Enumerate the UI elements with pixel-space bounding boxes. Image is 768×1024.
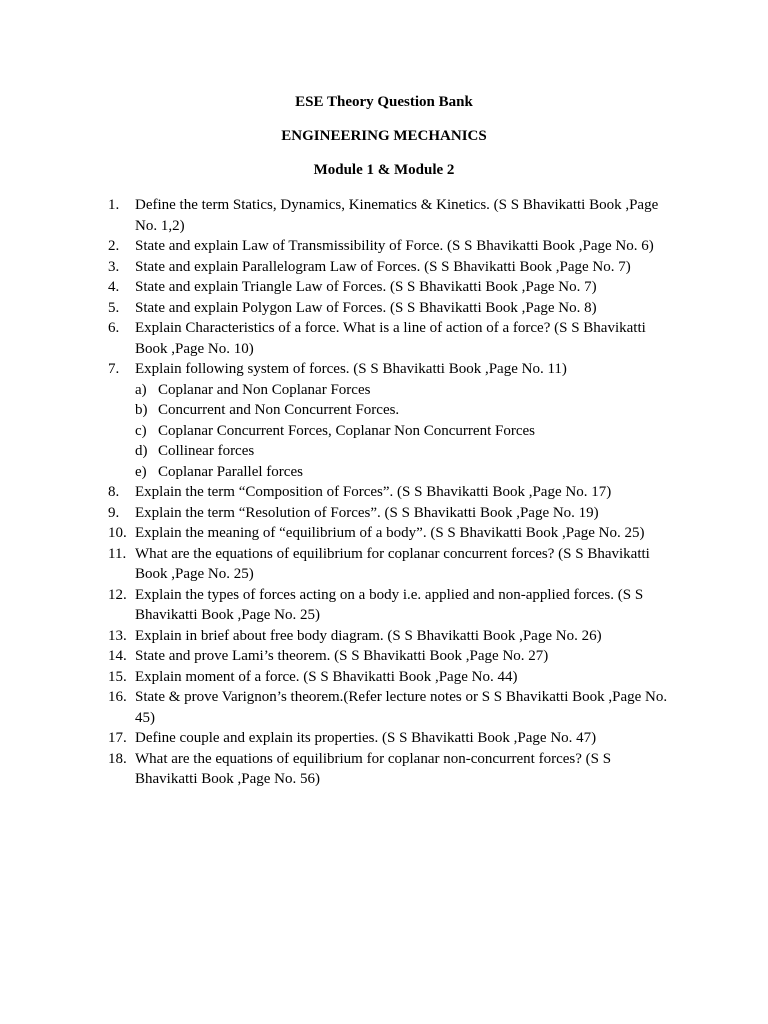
question-text: State and prove Lami’s theorem. (S S Bhavikatti Book ,Page No. 27) (135, 648, 549, 664)
sub-item-e (108, 462, 668, 483)
question-text: State and explain Parallelogram Law of Forces. (S S Bhavikatti Book ,Page No. 7) (135, 258, 631, 275)
question-text: State & prove Varignon’s theorem.(Refer lecture notes or S S Bhavikatti Book ,Page No. 45) (135, 689, 668, 726)
question-6 (108, 318, 668, 359)
sub-item-letter: e) (135, 463, 147, 480)
question-number: 9. (108, 504, 120, 521)
question-1 (108, 195, 668, 236)
question-text: State and explain Polygon Law of Forces. (S S Bhavikatti Book ,Page No. 8) (135, 299, 597, 316)
question-5 (108, 298, 668, 319)
sub-item-letter: b) (135, 402, 148, 418)
question-8 (108, 482, 668, 503)
module-title: Module 1 & Module 2 (313, 162, 455, 178)
sub-item-b (108, 400, 668, 421)
question-number: 10. (108, 525, 127, 541)
sub-item-letter: c) (135, 422, 147, 439)
question-text: Explain the types of forces acting on a body i.e. applied and non-applied forces. (S S Bhavikatti Book ,Page No. 25) (135, 586, 644, 623)
question-number: 17. (108, 730, 127, 746)
question-13 (108, 626, 668, 647)
question-text: State and explain Triangle Law of Forces. (S S Bhavikatti Book ,Page No. 7) (135, 279, 597, 295)
question-16 (108, 687, 668, 728)
question-number: 18. (108, 750, 127, 767)
question-7 (108, 359, 668, 380)
question-number: 11. (108, 545, 127, 562)
question-number: 15. (108, 668, 127, 685)
question-number: 7. (108, 361, 120, 377)
question-4 (108, 277, 668, 298)
question-15 (108, 667, 668, 688)
question-text: Define couple and explain its properties. (S S Bhavikatti Book ,Page No. 47) (135, 730, 597, 746)
sub-item-text: Coplanar Concurrent Forces, Coplanar Non Concurrent Forces (158, 422, 535, 439)
question-text: Explain in brief about free body diagram. (S S Bhavikatti Book ,Page No. 26) (135, 627, 602, 644)
question-text: Explain moment of a force. (S S Bhavikatti Book ,Page No. 44) (135, 668, 518, 685)
question-2 (108, 236, 668, 257)
question-12 (108, 585, 668, 626)
question-number: 5. (108, 299, 120, 316)
question-17 (108, 728, 668, 749)
sub-item-a (108, 380, 668, 401)
question-text: State and explain Law of Transmissibility of Force. (S S Bhavikatti Book ,Page No. 6) (135, 238, 654, 254)
question-9 (108, 503, 668, 524)
sub-item-d (108, 441, 668, 462)
question-text: Explain the term “Composition of Forces”. (S S Bhavikatti Book ,Page No. 17) (135, 484, 612, 500)
question-10 (108, 523, 668, 544)
sub-item-c (108, 421, 668, 442)
question-number: 1. (108, 197, 120, 213)
question-number: 14. (108, 648, 127, 664)
question-number: 3. (108, 258, 120, 275)
sub-item-text: Coplanar Parallel forces (158, 463, 303, 480)
question-number: 8. (108, 484, 120, 500)
question-text: What are the equations of equilibrium for coplanar concurrent forces? (S S Bhavikatti Book ,Page No. 25) (135, 545, 650, 582)
question-number: 4. (108, 279, 120, 295)
question-text: What are the equations of equilibrium for coplanar non-concurrent forces? (S S Bhavikatti Book ,Page No. 56) (135, 750, 612, 787)
question-14 (108, 646, 668, 667)
question-number: 13. (108, 627, 127, 644)
question-number: 6. (108, 320, 120, 336)
sub-item-text: Coplanar and Non Coplanar Forces (158, 381, 371, 398)
question-3 (108, 257, 668, 278)
question-number: 12. (108, 586, 127, 603)
question-text: Explain the term “Resolution of Forces”. (S S Bhavikatti Book ,Page No. 19) (135, 504, 599, 521)
question-18 (108, 749, 668, 790)
question-text: Explain the meaning of “equilibrium of a body”. (S S Bhavikatti Book ,Page No. 25) (135, 525, 645, 541)
sub-item-letter: a) (135, 381, 147, 398)
question-text: Explain Characteristics of a force. What is a line of action of a force? (S S Bhavikatti Book ,Page No. 10) (135, 320, 646, 357)
document-title: ESE Theory Question Bank (295, 94, 473, 110)
question-text: Define the term Statics, Dynamics, Kinematics & Kinetics. (S S Bhavikatti Book ,Page No. 1,2) (135, 197, 659, 234)
question-text: Explain following system of forces. (S S Bhavikatti Book ,Page No. 11) (135, 361, 567, 377)
sub-item-text: Collinear forces (158, 443, 255, 459)
sub-item-letter: d) (135, 443, 148, 459)
question-11 (108, 544, 668, 585)
subject-title: ENGINEERING MECHANICS (281, 128, 487, 144)
question-number: 2. (108, 238, 120, 254)
question-number: 16. (108, 689, 127, 705)
sub-item-text: Concurrent and Non Concurrent Forces. (158, 402, 400, 418)
question-list (108, 195, 668, 790)
